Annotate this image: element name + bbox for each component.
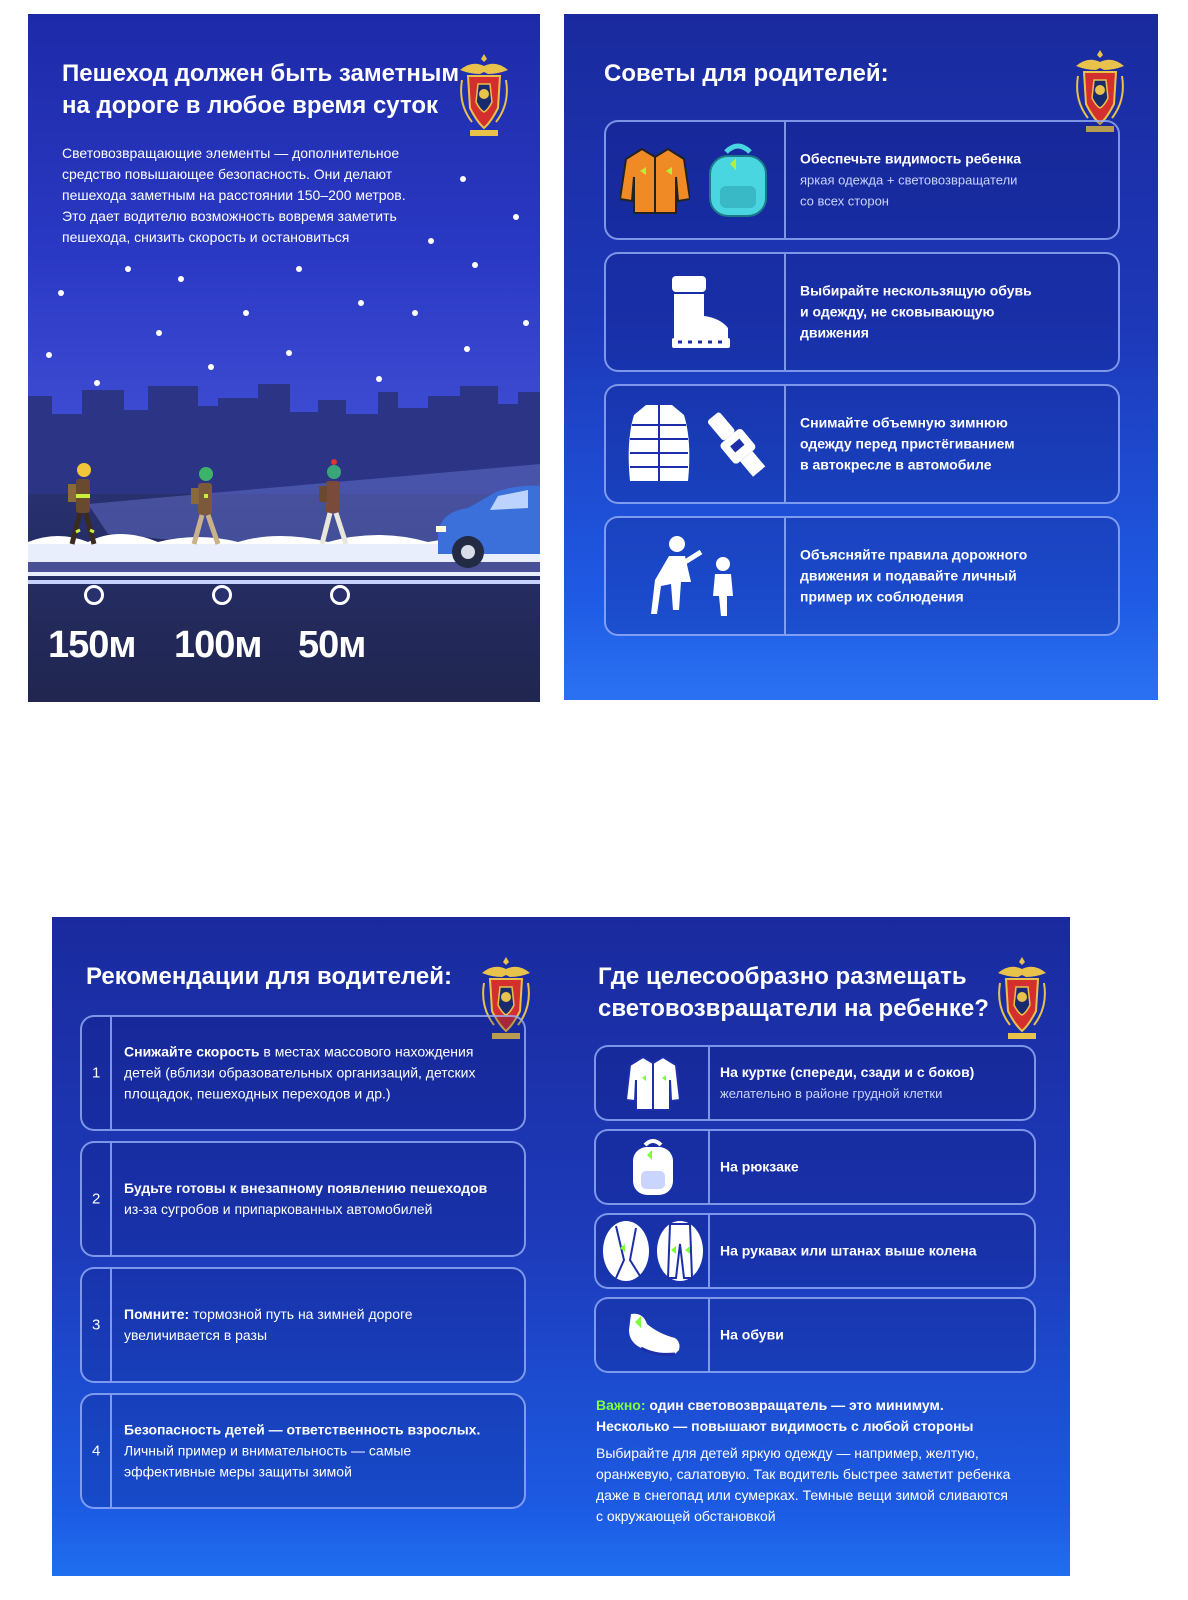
tip-text: площадок, пешеходных переходов и др.) <box>124 1085 391 1102</box>
sleeve-icon <box>602 1220 650 1282</box>
distance-label: 150м <box>48 624 136 666</box>
jacket-icon <box>620 143 690 217</box>
tip-bold: Помните: <box>124 1306 190 1322</box>
tip-card <box>604 384 1120 504</box>
driver-tip-card <box>80 1141 526 1257</box>
police-emblem-icon <box>996 953 1048 1045</box>
parents-tips-panel <box>564 14 1158 700</box>
tip-title: в автокресле в автомобиле <box>800 456 992 473</box>
tip-text: эффективные меры защиты зимой <box>124 1463 352 1480</box>
tip-card <box>604 516 1120 636</box>
tip-number: 4 <box>92 1442 101 1460</box>
distance-marker <box>330 585 350 605</box>
title-line: Где целесообразно размещать <box>598 963 967 990</box>
tip-number: 2 <box>92 1190 101 1208</box>
important-note <box>596 1395 974 1437</box>
panel-title <box>62 58 459 122</box>
tip-bold: Будьте готовы к внезапному появлению пешеходов <box>124 1180 488 1196</box>
tip-title: и одежду, не сковывающую <box>800 303 995 320</box>
puffer-jacket-icon <box>626 401 692 487</box>
tip-title: движения и подавайте личный <box>800 567 1017 584</box>
seatbelt-icon <box>706 406 766 482</box>
backpack-icon <box>704 142 772 218</box>
visibility-panel <box>28 14 540 702</box>
drivers-title: Рекомендации для водителей: <box>86 963 452 990</box>
backpack-icon <box>629 1137 677 1197</box>
tip-card <box>604 120 1120 240</box>
panel-body-text: Световозвращающие элементы — дополнительное средство повышающее безопасность. Они делают пешехода заметным на расстоянии 150–200 метров. Это дает водителю возможность вовремя заметить пешехода, снизить скорость и остановиться <box>62 145 406 245</box>
tip-text: детей (вблизи образовательных организаций, детских <box>124 1064 476 1081</box>
drivers-and-reflectors-panel <box>52 917 1070 1576</box>
tip-text: из-за сугробов и припаркованных автомобилей <box>124 1201 433 1217</box>
panel-title: Советы для родителей: <box>604 60 889 87</box>
placement-card <box>594 1297 1036 1373</box>
tip-number: 3 <box>92 1316 101 1334</box>
placement-card <box>594 1045 1036 1121</box>
placement-title: На рюкзаке <box>720 1158 799 1175</box>
boot-icon <box>660 272 732 352</box>
advice-line: даже в снегопад или сумерках. Темные вещи зимой сливаются <box>596 1487 1008 1503</box>
pants-icon <box>656 1220 704 1282</box>
driver-tip-card <box>80 1393 526 1509</box>
tip-title: Снимайте объемную зимнюю <box>800 414 1008 431</box>
tip-card <box>604 252 1120 372</box>
tip-number: 1 <box>92 1064 101 1082</box>
tip-title: Выбирайте нескользящую обувь <box>800 282 1032 299</box>
reflectors-title <box>598 961 989 1025</box>
placement-card <box>594 1129 1036 1205</box>
tip-text: Личный пример и внимательность — самые <box>124 1442 412 1459</box>
placement-subtitle: желательно в районе грудной клетки <box>720 1086 943 1101</box>
title-line: световозвращатели на ребенке? <box>598 995 989 1022</box>
tip-title: пример их соблюдения <box>800 588 964 605</box>
sneaker-icon <box>625 1310 681 1360</box>
title-line: Пешеход должен быть заметным <box>62 60 460 87</box>
driver-tip-card <box>80 1015 526 1131</box>
tip-title: одежду перед пристёгиванием <box>800 435 1015 452</box>
tip-bold: Безопасность детей — ответственность взрослых. <box>124 1421 481 1438</box>
tip-subtitle: яркая одежда + световозвращатели <box>800 172 1018 188</box>
tip-bold: Снижайте скорость <box>124 1043 260 1060</box>
jacket-icon <box>626 1054 680 1112</box>
parent-child-icon <box>651 534 741 618</box>
tip-subtitle: со всех сторон <box>800 193 889 209</box>
tip-title: Объясняйте правила дорожного <box>800 546 1028 563</box>
tip-title: Обеспечьте видимость ребенка <box>800 150 1022 167</box>
advice-line: оранжевую, салатовую. Так водитель быстрее заметит ребенка <box>596 1466 1011 1482</box>
advice-line: с окружающей обстановкой <box>596 1508 776 1524</box>
driver-tip-card <box>80 1267 526 1383</box>
placement-title: На рукавах или штанах выше колена <box>720 1242 977 1259</box>
distance-label: 100м <box>174 624 262 666</box>
important-label: Важно: <box>596 1397 646 1413</box>
placement-title: На обуви <box>720 1326 784 1343</box>
tip-title: движения <box>800 324 869 341</box>
distance-marker <box>84 585 104 605</box>
tip-text: в местах массового нахождения <box>259 1043 474 1060</box>
important-text: один световозвращатель — это минимум. <box>645 1397 944 1413</box>
advice-line: Выбирайте для детей яркую одежду — например, желтую, <box>596 1445 979 1461</box>
placement-card <box>594 1213 1036 1289</box>
clothing-advice <box>596 1443 1010 1527</box>
title-line: на дороге в любое время суток <box>62 92 439 119</box>
tip-text: тормозной путь на зимней дороге <box>189 1306 413 1322</box>
distance-label: 50м <box>298 624 366 666</box>
tip-text: увеличивается в разы <box>124 1327 268 1343</box>
police-emblem-icon <box>458 50 510 142</box>
distance-marker <box>212 585 232 605</box>
important-text: Несколько — повышают видимость с любой стороны <box>596 1418 974 1434</box>
placement-title: На куртке (спереди, сзади и с боков) <box>720 1064 975 1080</box>
